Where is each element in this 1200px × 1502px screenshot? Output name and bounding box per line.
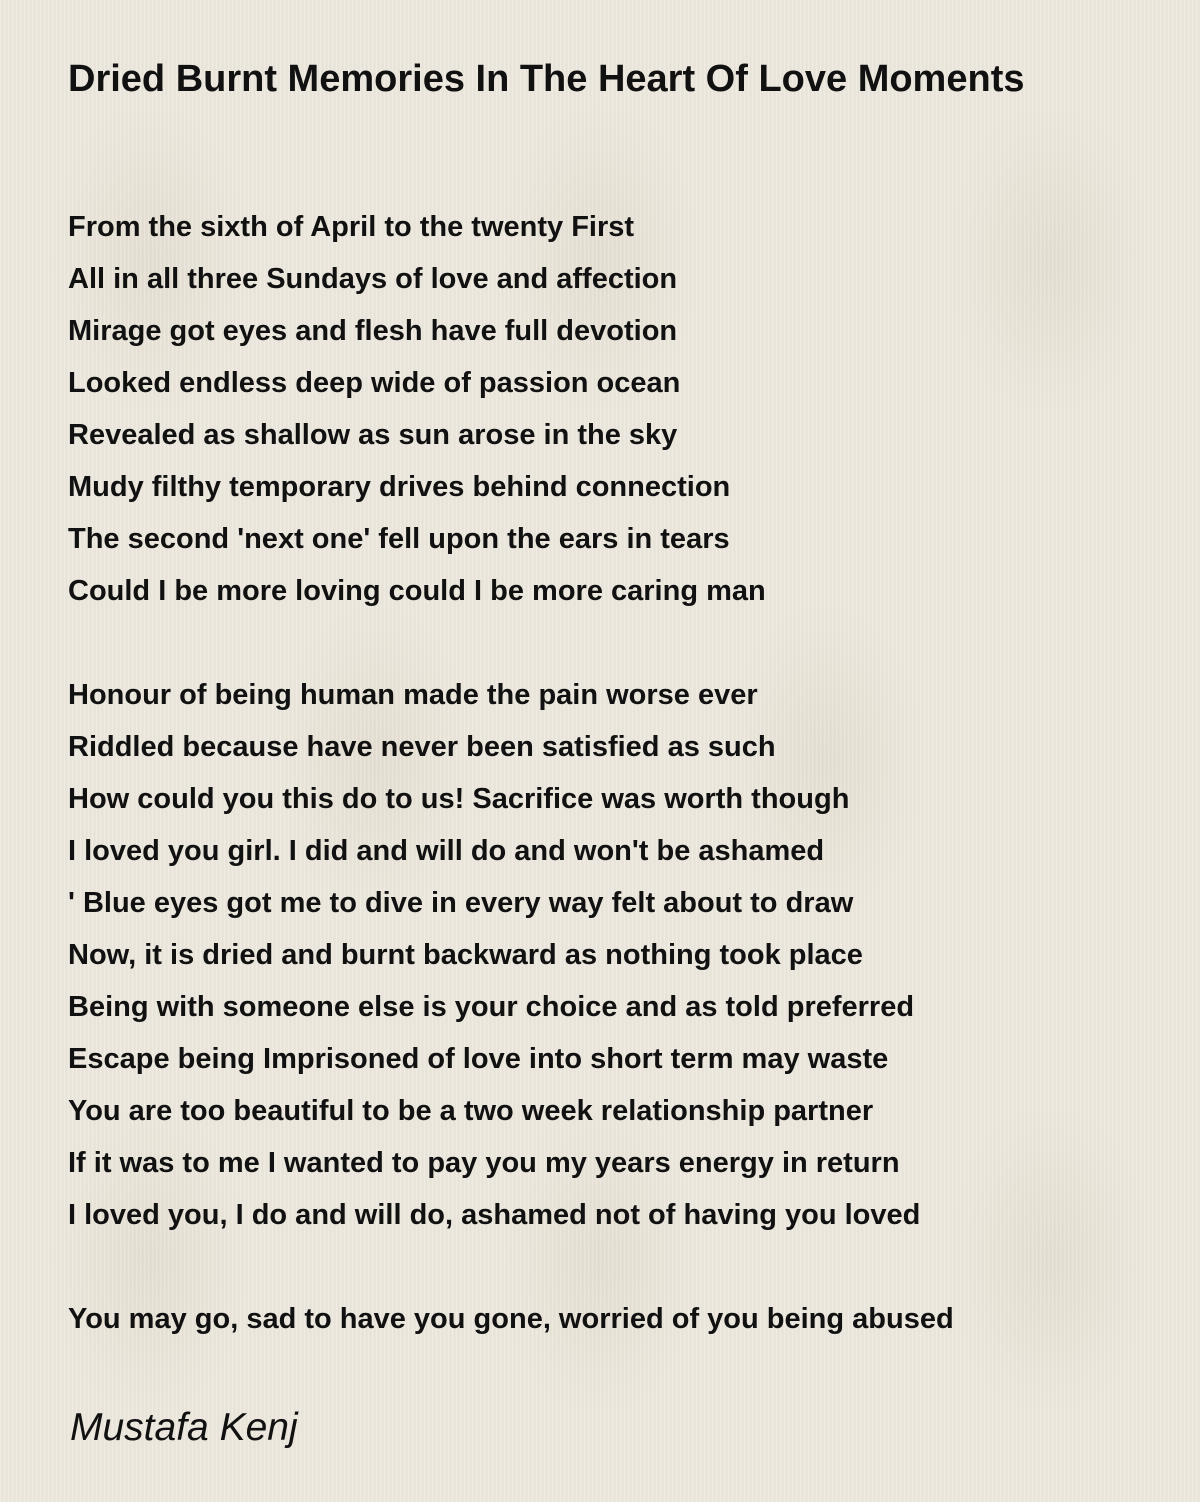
- poem-author: Mustafa Kenj: [70, 1406, 298, 1449]
- poem-line: Honour of being human made the pain worse ever: [68, 679, 758, 711]
- stanza-2: [68, 669, 1168, 1241]
- poem-body: [68, 201, 1168, 1397]
- poem-line: Riddled because have never been satisfied as such: [68, 731, 776, 763]
- poem-line: I loved you, I do and will do, ashamed not of having you loved: [68, 1199, 921, 1231]
- stanza-3: [68, 1293, 1168, 1345]
- poem-title: Dried Burnt Memories In The Heart Of Love Moments: [68, 58, 1025, 100]
- poem-line: I loved you girl. I did and will do and won't be ashamed: [68, 835, 825, 867]
- poem-line: Being with someone else is your choice and as told preferred: [68, 991, 915, 1023]
- poem-line: You are too beautiful to be a two week relationship partner: [68, 1095, 874, 1127]
- poem-line: Could I be more loving could I be more caring man: [68, 575, 766, 607]
- poem-line: Revealed as shallow as sun arose in the sky: [68, 419, 678, 451]
- poem-line: How could you this do to us! Sacrifice was worth though: [68, 783, 850, 815]
- poem-line: Mirage got eyes and flesh have full devotion: [68, 315, 678, 347]
- poem-line: Now, it is dried and burnt backward as nothing took place: [68, 939, 863, 971]
- poem-line: Escape being Imprisoned of love into short term may waste: [68, 1043, 889, 1075]
- poem-line: You may go, sad to have you gone, worried of you being abused: [68, 1303, 954, 1335]
- poem-line: Looked endless deep wide of passion ocean: [68, 367, 681, 399]
- poem-line: The second 'next one' fell upon the ears in tears: [68, 523, 730, 555]
- poem-line: Mudy filthy temporary drives behind connection: [68, 471, 731, 503]
- poem-line: All in all three Sundays of love and affection: [68, 263, 678, 295]
- poem-line: ' Blue eyes got me to dive in every way felt about to draw: [68, 887, 854, 919]
- poem-line: From the sixth of April to the twenty First: [68, 211, 635, 243]
- poem-line: If it was to me I wanted to pay you my years energy in return: [68, 1147, 900, 1179]
- stanza-1: [68, 201, 1168, 617]
